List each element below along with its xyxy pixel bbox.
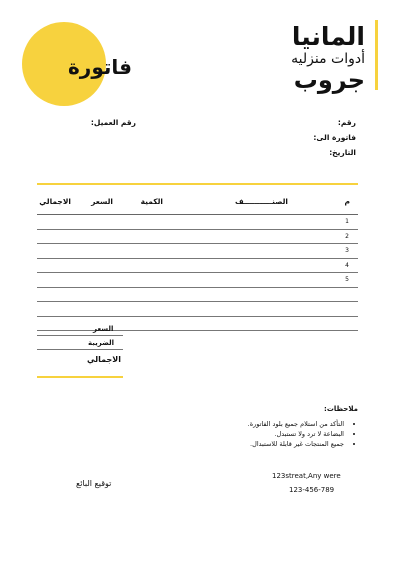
totals-block <box>37 322 123 368</box>
table-row <box>37 230 358 245</box>
brand-name-line1: المانيا <box>291 22 365 51</box>
totals-tax-label: الضريبة <box>88 339 115 347</box>
totals-row-tax <box>37 336 123 350</box>
invoice-title: فاتورة <box>68 55 132 79</box>
notes-title: ملاحظات: <box>324 405 358 413</box>
note-item: • التأكد من استلام جميع بلود الفاتورة. <box>248 419 344 429</box>
phone-number: 123-456-789 <box>289 486 335 494</box>
notes-list <box>248 419 356 449</box>
row-number: 3 <box>345 247 349 254</box>
brand-name-line3: جروب <box>293 66 365 94</box>
brand-name-line2: أدوات منزليه <box>291 51 365 67</box>
items-table <box>37 183 358 331</box>
totals-grand-label: الاجمالي <box>87 355 121 364</box>
column-header-number: م <box>344 197 350 206</box>
table-row <box>37 288 358 303</box>
table-row <box>37 273 358 288</box>
table-row <box>37 244 358 259</box>
brand-logo <box>258 20 378 94</box>
row-number: 4 <box>345 261 349 269</box>
row-number: 5 <box>345 276 349 283</box>
table-row <box>37 259 358 274</box>
table-row <box>37 215 358 230</box>
column-header-total: الاجمالي <box>39 197 71 206</box>
column-header-price: السعر <box>91 197 113 206</box>
totals-price-label: السعر <box>93 325 114 333</box>
column-header-item: الصنـــــــــــف <box>235 197 288 206</box>
client-number-label: رقم العميل: <box>90 118 136 127</box>
table-row <box>37 302 358 317</box>
totals-accent-bar <box>37 376 123 378</box>
note-item: • جميع المنتجات غير قابلة للاستبدال. <box>248 439 344 449</box>
date-label: التاريخ: <box>329 148 356 157</box>
totals-row-grand <box>37 350 123 368</box>
row-number: 1 <box>345 218 349 225</box>
row-number: 2 <box>345 232 349 240</box>
column-header-quantity: الكمية <box>140 197 163 206</box>
invoice-number-label: رقم: <box>337 118 356 127</box>
table-header <box>37 185 358 215</box>
address: 123streat,Any were <box>272 472 341 480</box>
totals-row-price <box>37 322 123 336</box>
note-item: • البضاعة لا ترد ولا تستبدل. <box>248 429 344 439</box>
invoice-to-label: فاتورة الى: <box>313 133 356 142</box>
seller-signature-label: توقيع البائع <box>76 479 112 488</box>
